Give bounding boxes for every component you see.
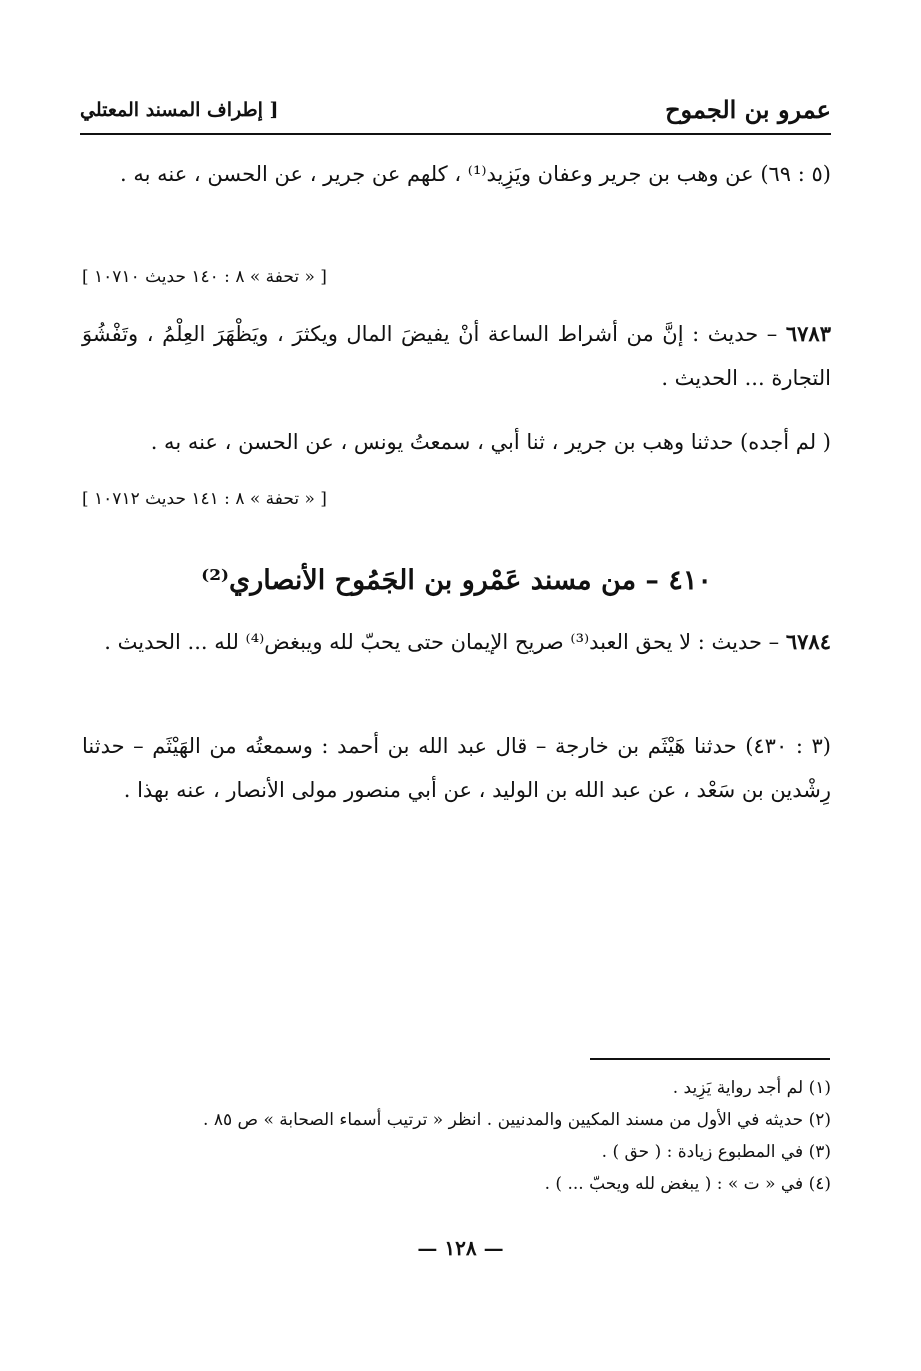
hadith-number: ٦٧٨٣: [785, 321, 831, 346]
tuhfa-reference-2: [ « تحفة » ٨ : ١٤١ حديث ١٠٧١٢ ]: [82, 489, 327, 509]
hadith-6784: [82, 620, 831, 664]
chain-entry-430: (٣ : ٤٣٠) حدثنا هَيْثَم بن خارجة – قال عبد الله بن أحمد : وسمعتُه من الهَيْثَم – حدثنا رِشْدين بن سَعْد ، عن عبد الله بن الوليد ، عن أبي منصور مولى الأنصار ، عنه بهذا .: [82, 734, 831, 802]
header-book-title: [ إطراف المسند المعتلي: [80, 99, 279, 121]
header-divider: [80, 133, 831, 135]
chain-entry-1: (٥ : ٦٩) عن وهب بن جرير وعفان ويَزِيد⁽¹⁾ ، كلهم عن جرير ، عن الحسن ، عنه به .: [119, 162, 831, 186]
footnote-3: (٣) في المطبوع زيادة : ( حق ) .: [601, 1142, 831, 1162]
hadith-6783: [82, 312, 831, 400]
hadith-text: – حديث : لا يحق العبد⁽³⁾ صريح الإيمان حتى يحبّ لله ويبغض⁽⁴⁾ لله ... الحديث .: [104, 630, 780, 654]
hadith-number: ٦٧٨٤: [785, 629, 831, 654]
page-number: — ١٢٨ —: [417, 1236, 504, 1260]
footnote-4: (٤) في « ت » : ( يبغض لله ويحبّ ... ) .: [544, 1174, 831, 1194]
chain-entry-2: ( لم أجده) حدثنا وهب بن جرير ، ثنا أبي ، سمعتُ يونس ، عن الحسن ، عنه به .: [150, 430, 831, 454]
tuhfa-reference-1: [ « تحفة » ٨ : ١٤٠ حديث ١٠٧١٠ ]: [82, 267, 327, 287]
footnote-1: (١) لم أجد رواية يَزِيد .: [672, 1078, 831, 1098]
page-header: [80, 95, 831, 135]
footnotes: [82, 1072, 831, 1200]
section-heading: ٤١٠ – من مسند عَمْرو بن الجَمُوح الأنصاري⁽²⁾: [201, 565, 712, 596]
hadith-text: – حديث : إنَّ من أشراط الساعة أنْ يفيضَ المال ويكثرَ ، ويَظْهَرَ العِلْمُ ، وتَفْشُوَ التجارة ... الحديث .: [82, 322, 831, 390]
footnote-divider: [590, 1058, 830, 1060]
footnote-2: (٢) حديثه في الأول من مسند المكيين والمدنيين . انظر « ترتيب أسماء الصحابة » ص ٨٥ .: [203, 1110, 831, 1130]
header-chapter-title: عمرو بن الجموح: [665, 95, 831, 124]
